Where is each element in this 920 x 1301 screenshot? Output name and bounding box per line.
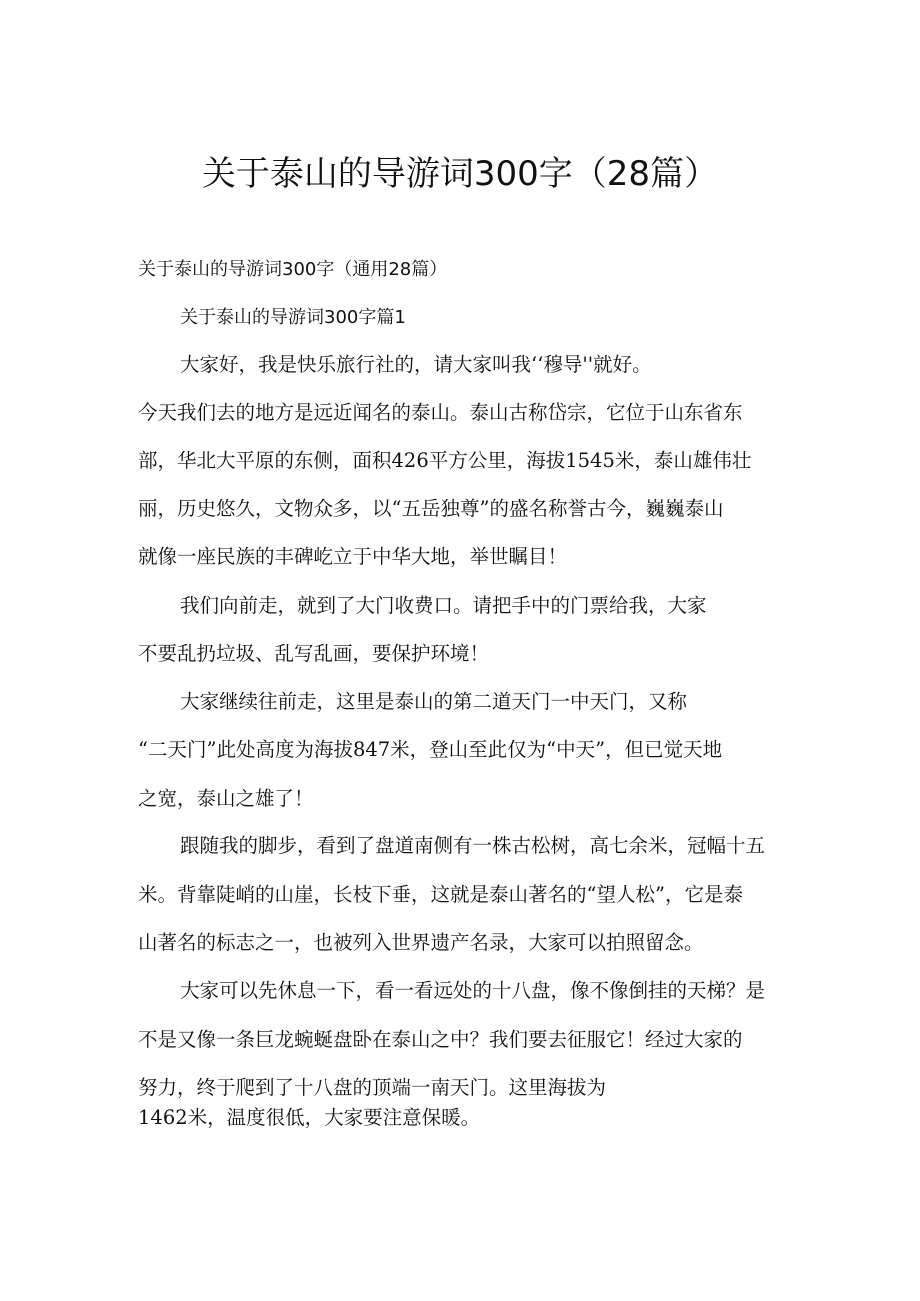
paragraph-line: 我们向前走，就到了大门收费口。请把手中的门票给我，大家 (180, 594, 707, 617)
paragraph-line: 大家可以先休息一下，看一看远处的十八盘，像不像倒挂的天梯？是 (180, 979, 766, 1002)
subtitle-line: 关于泰山的导游词300字（通用28篇） (138, 259, 448, 280)
paragraph-line: 部，华北大平原的东侧，面积426平方公里，海拔1545米，泰山雄伟壮 (138, 449, 752, 472)
paragraph-line: 大家继续往前走，这里是泰山的第二道天门一中天门，又称 (180, 690, 688, 713)
paragraph-line: 1462米，温度很低，大家要注意保暖。 (138, 1106, 481, 1129)
document-title: 关于泰山的导游词300字（28篇） (201, 154, 719, 194)
paragraph-line: 不是又像一条巨龙蜿蜒盘卧在泰山之中？我们要去征服它！经过大家的 (138, 1028, 743, 1051)
paragraph-line: 丽，历史悠久，文物众多，以“五岳独尊”的盛名称誉古今，巍巍泰山 (138, 497, 724, 520)
paragraph-line: 不要乱扔垃圾、乱写乱画，要保护环境！ (138, 642, 490, 665)
paragraph-line: 大家好，我是快乐旅行社的，请大家叫我‘‘穆导''就好。 (180, 353, 652, 376)
paragraph-line: 山著名的标志之一，也被列入世界遗产名录，大家可以拍照留念。 (138, 931, 704, 954)
paragraph-line: 今天我们去的地方是远近闻名的泰山。泰山古称岱宗，它位于山东省东 (138, 401, 743, 424)
paragraph-line: 努力，终于爬到了十八盘的顶端一南天门。这里海拔为 (138, 1076, 607, 1099)
paragraph-line: 跟随我的脚步，看到了盘道南侧有一株古松树，高七余米，冠幅十五 (180, 834, 766, 857)
paragraph-line: “二天门”此处高度为海拔847米，登山至此仅为“中天”，但已觉天地 (138, 738, 723, 761)
paragraph-line: 就像一座民族的丰碑屹立于中华大地，举世瞩目！ (138, 545, 568, 568)
paragraph-line: 米。背靠陡峭的山崖，长枝下垂，这就是泰山著名的“望人松”，它是泰 (138, 883, 743, 906)
paragraph-line: 之宽，泰山之雄了！ (138, 787, 314, 810)
section-heading: 关于泰山的导游词300字篇1 (180, 307, 406, 328)
